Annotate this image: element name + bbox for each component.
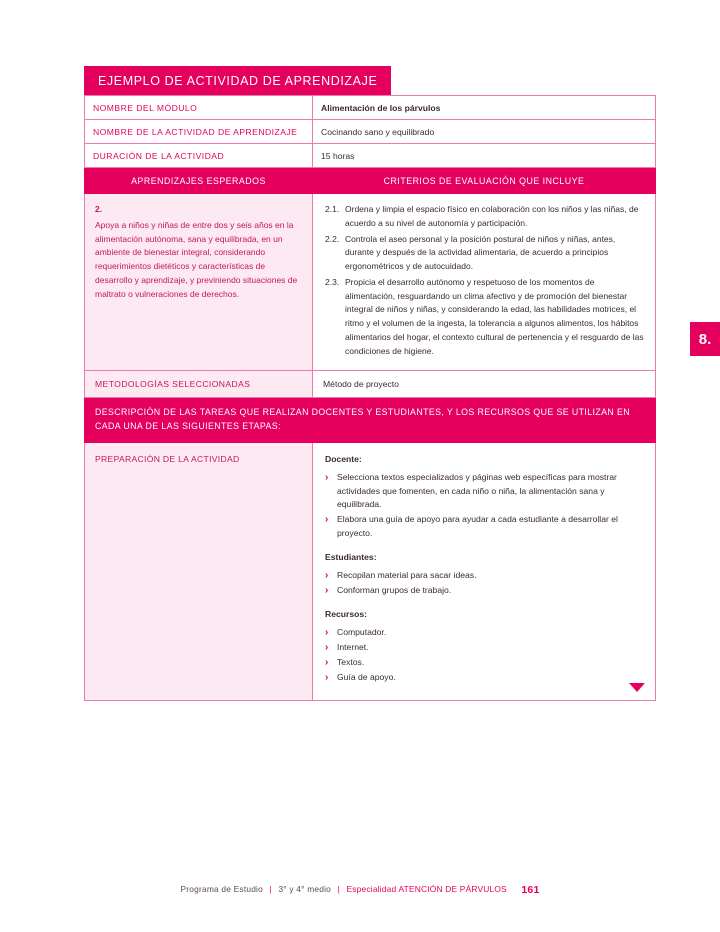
table-row <box>85 144 656 168</box>
triangle-down-icon <box>629 683 645 692</box>
etapa-label: PREPARACIÓN DE LA ACTIVIDAD <box>85 442 313 700</box>
list-item: › Recopilan material para sacar ideas. <box>325 569 641 583</box>
list-item <box>325 276 645 359</box>
table-row <box>85 96 656 120</box>
chapter-number: 8. <box>698 330 712 348</box>
table-row <box>85 442 656 700</box>
table-header-band <box>85 168 656 194</box>
estudiantes-list <box>325 569 641 598</box>
footer-separator: | <box>269 884 272 894</box>
row-value-duracion: 15 horas <box>313 144 656 168</box>
chapter-side-tab <box>690 322 720 356</box>
aprendizaje-esperado <box>85 194 313 371</box>
group-title-estudiantes: Estudiantes: <box>325 552 377 563</box>
aprendizaje-text: Apoya a niños y niñas de entre dos y seis años en la alimentación autónoma, sana y equilibrada, en un ambiente de bienestar integral, considerando requerimientos dietéticos y características de desarrollo y aprendizaje, y previniendo situaciones de maltrato o vulneraciones de derechos. <box>95 219 298 299</box>
recursos-list <box>325 626 641 685</box>
list-item: › Textos. <box>325 656 641 670</box>
footer-program: Programa de Estudio <box>180 884 263 894</box>
criterio-text: Controla el aseo personal y la posición postural de niños y niñas, antes, durante y después de la actividad alimentaria, de acuerdo a principios ergonométricos y de autocuidado. <box>345 233 616 272</box>
aprendizaje-number: 2. <box>95 204 103 214</box>
criterio-text: Ordena y limpia el espacio físico en colaboración con los niños y las niñas, de acuerdo a su nivel de autonomía y participación. <box>345 204 639 228</box>
docente-list <box>325 471 641 542</box>
list-item: › Internet. <box>325 641 641 655</box>
group-title-recursos: Recursos: <box>325 608 368 619</box>
list-item: › Computador. <box>325 626 641 640</box>
row-value-actividad: Cocinando sano y equilibrado <box>313 120 656 144</box>
row-label-actividad: NOMBRE DE LA ACTIVIDAD DE APRENDIZAJE <box>85 120 313 144</box>
footer-separator: | <box>337 884 340 894</box>
criterio-key: 2.2. <box>325 233 340 244</box>
list-item <box>325 203 645 231</box>
group-title-docente: Docente: <box>325 453 362 464</box>
page-number: 161 <box>521 884 540 896</box>
page-title: EJEMPLO DE ACTIVIDAD DE APRENDIZAJE <box>84 66 391 95</box>
list-item: › Guía de apoyo. <box>325 671 641 685</box>
list-item: › Selecciona textos especializados y páginas web específicas para mostrar actividades que fomenten, en cada niño o niña, la alimentación sana y equilibrada. <box>325 471 641 513</box>
row-label-duracion: DURACIÓN DE LA ACTIVIDAD <box>85 144 313 168</box>
table-row <box>85 194 656 371</box>
table-row <box>85 120 656 144</box>
row-value-modulo: Alimentación de los párvulos <box>313 96 656 120</box>
metodologias-value: Método de proyecto <box>313 371 656 398</box>
table-row <box>85 371 656 398</box>
footer-level: 3° y 4° medio <box>278 884 332 894</box>
etapa-content <box>313 442 656 700</box>
list-item: › Elabora una guía de apoyo para ayudar a cada estudiante a desarrollar el proyecto. <box>325 513 641 541</box>
footer-especialidad: Especialidad ATENCIÓN DE PÁRVULOS <box>346 884 507 894</box>
list-item <box>325 233 645 274</box>
descripcion-band: DESCRIPCIÓN DE LAS TAREAS QUE REALIZAN DOCENTES Y ESTUDIANTES, Y LOS RECURSOS QUE SE UTILIZAN EN CADA UNA DE LAS SIGUIENTES ETAPAS: <box>85 398 656 442</box>
row-label-modulo: NOMBRE DEL MÓDULO <box>85 96 313 120</box>
list-item: › Conforman grupos de trabajo. <box>325 584 641 598</box>
criterio-text: Propicia el desarrollo autónomo y respetuoso de los momentos de alimentación, resguardando un clima afectivo y de promoción del bienestar integral de niños y niñas, y considerando la edad, las habilidades motrices, el ritmo y el volumen de la ingesta, la tolerancia a algunos alimentos, los hábitos alimentarios del hogar, el contexto cultural de pertenencia y el resguardo de las condiciones de higiene. <box>345 276 644 356</box>
criterio-key: 2.3. <box>325 276 340 287</box>
criterio-key: 2.1. <box>325 204 340 214</box>
header-criterios: CRITERIOS DE EVALUACIÓN QUE INCLUYE <box>313 168 656 194</box>
activity-example-block <box>84 66 656 701</box>
activity-table <box>84 95 656 701</box>
table-row <box>85 398 656 442</box>
header-aprendizajes: APRENDIZAJES ESPERADOS <box>85 168 313 194</box>
page-footer <box>0 884 720 896</box>
metodologias-label: METODOLOGÍAS SELECCIONADAS <box>85 371 313 398</box>
criterios-list <box>313 194 656 371</box>
